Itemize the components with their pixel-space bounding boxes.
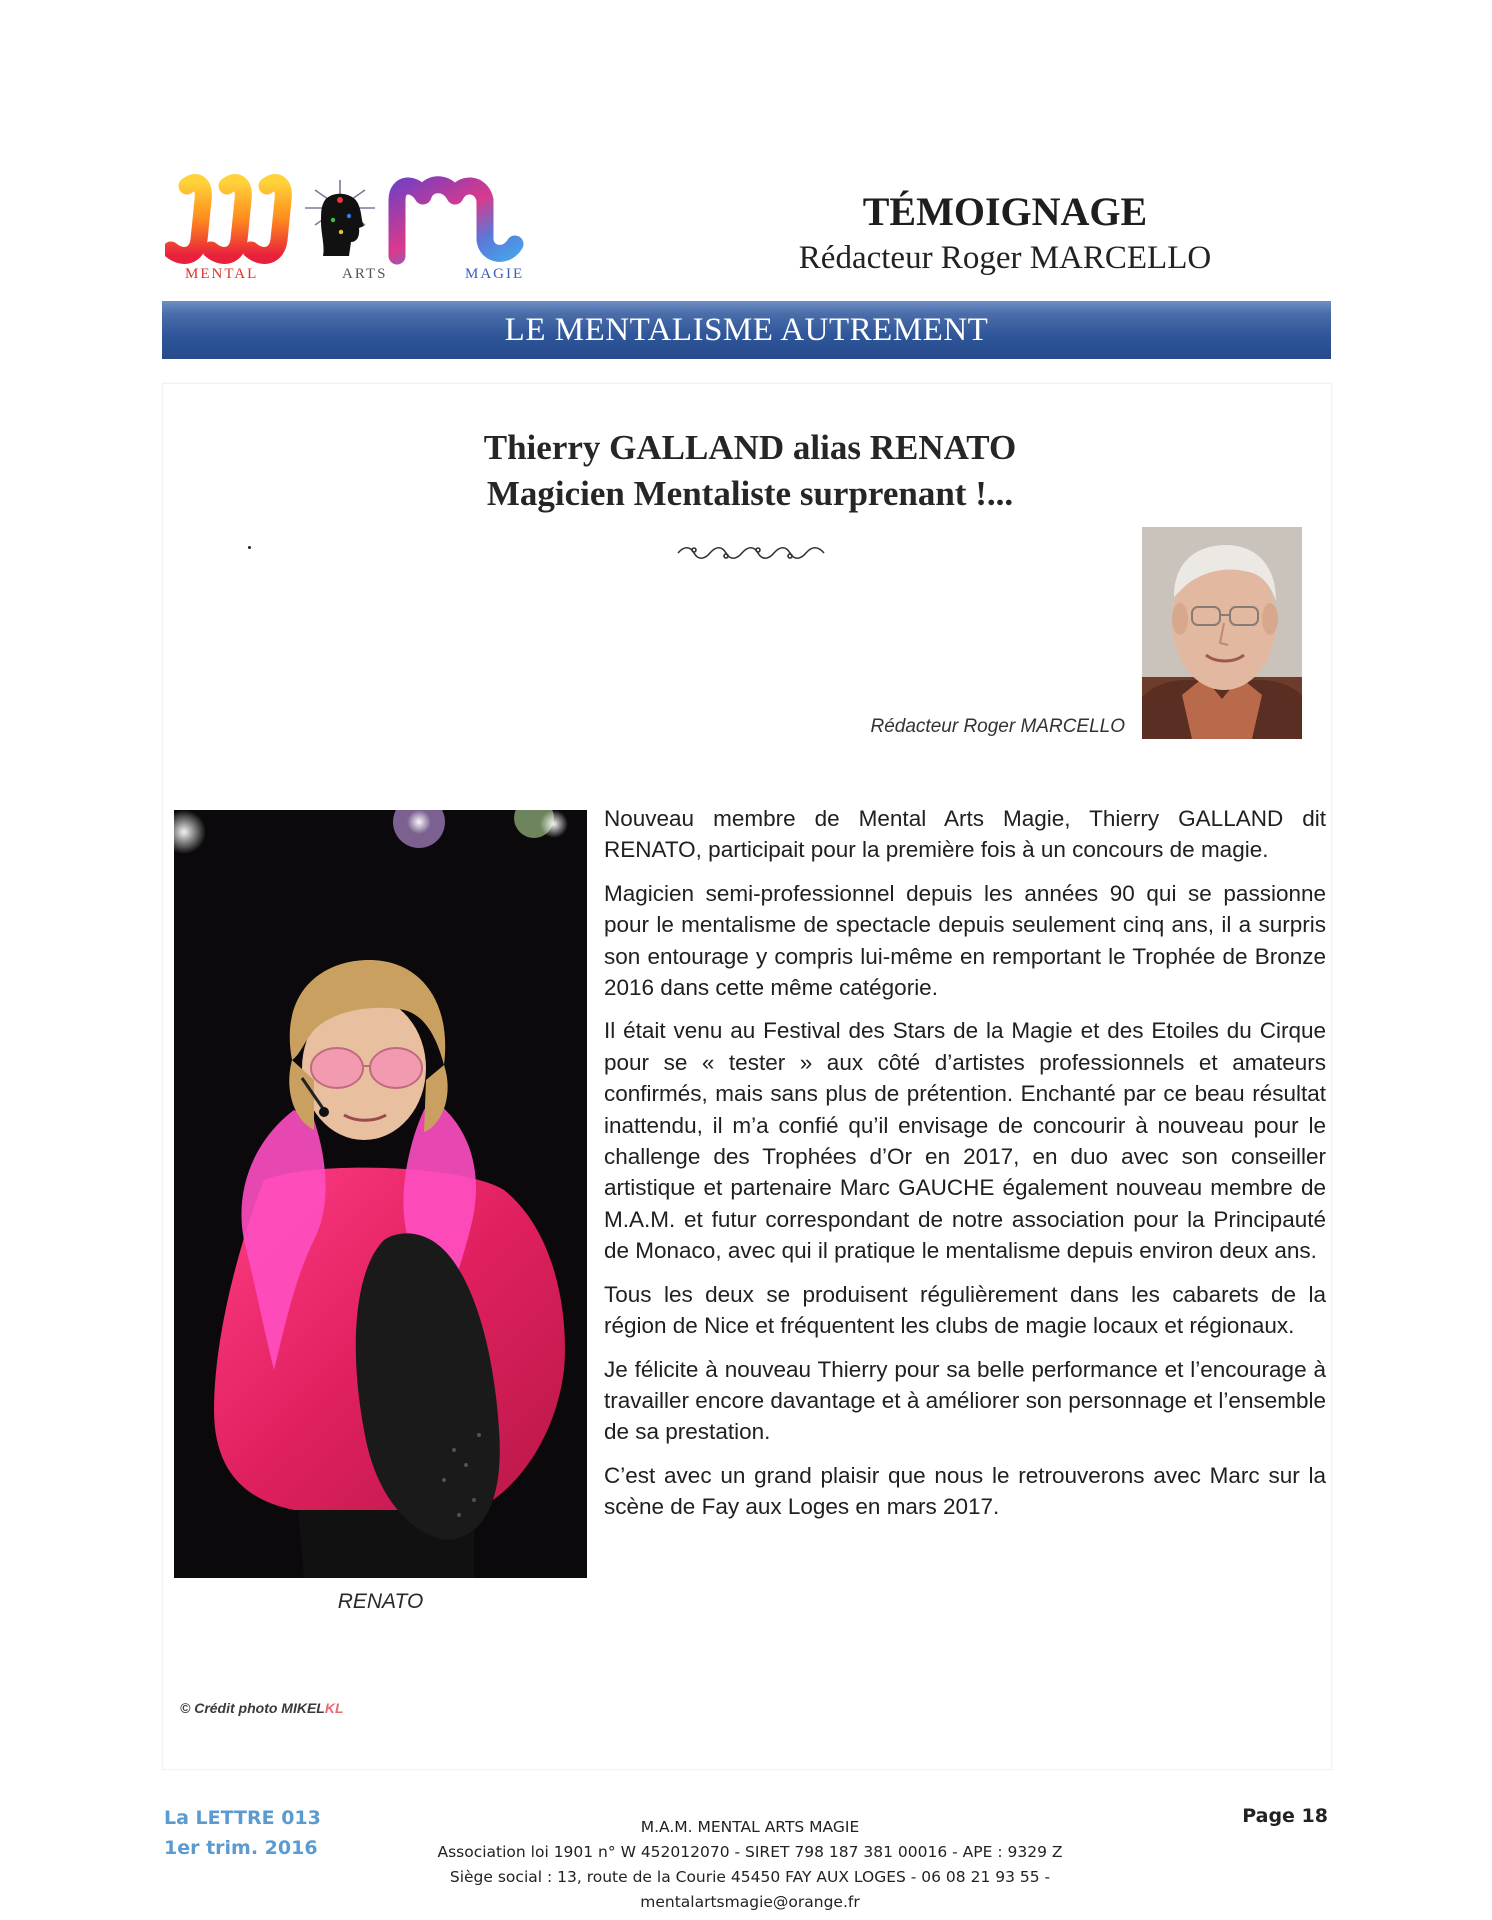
article-body: [604, 803, 1326, 1535]
photo-credit-text: © Crédit photo MIKEL: [180, 1700, 325, 1716]
mam-logo-graphic: [165, 170, 585, 270]
footer-issue: [164, 1803, 321, 1863]
section-title: TÉMOIGNAGE: [862, 189, 1148, 234]
article-paragraph: Tous les deux se produisent régulièrement dans les cabarets de la région de Nice et fréquentent les clubs de magie locaux et régionaux.: [604, 1281, 1326, 1339]
photo-credit: [180, 1700, 344, 1716]
logo-word-mental: MENTAL: [185, 266, 259, 282]
banner-title: LE MENTALISME AUTREMENT: [162, 301, 1331, 359]
article-paragraph: Il était venu au Festival des Stars de la Magie et des Etoiles du Cirque pour se « tester » aux côté d’artistes professionnels et amateurs confirmés, mais sans plus de prétention. Enchanté par ce beau résultat inattendu, il m’a confié qu’il envisage de concourir à nouveau pour le challenge des Trophées d’Or en 2017, en duo avec son conseiller artistique et partenaire Marc GAUCHE également nouveau membre de M.A.M. et futur correspondant de notre association pour la Principauté de Monaco, avec qui il pratique le mentalisme depuis environ deux ans.: [604, 1018, 1326, 1264]
head-silhouette-icon: [305, 180, 375, 256]
page-number: Page 18: [1242, 1805, 1328, 1827]
photo-credit-accent: KL: [324, 1700, 344, 1716]
stray-dot: [248, 546, 251, 549]
renato-photo: [174, 810, 587, 1578]
footer-org-name: M.A.M. MENTAL ARTS MAGIE: [640, 1818, 860, 1836]
footer-org-legal: Association loi 1901 n° W 452012070 - SIRET 798 187 381 00016 - APE : 9329 Z: [437, 1843, 1063, 1861]
article-title-line2: Magicien Mentaliste surprenant !...: [486, 474, 1014, 513]
author-caption: Rédacteur Roger MARCELLO: [870, 716, 1125, 737]
author-portrait: [1142, 527, 1302, 739]
renato-photo-image: [174, 810, 587, 1578]
article-paragraph: C’est avec un grand plaisir que nous le retrouverons avec Marc sur la scène de Fay aux Loges en mars 2017.: [604, 1462, 1326, 1520]
article-title-line1: Thierry GALLAND alias RENATO: [483, 428, 1017, 467]
article-paragraph: Magicien semi-professionnel depuis les années 90 qui se passionne pour le mentalisme de spectacle depuis seulement cinq ans, il a surpris son entourage y compris lui-même en remportant le Trophée de Bronze 2016 dans cette même catégorie.: [604, 880, 1326, 1001]
header-author: Rédacteur Roger MARCELLO: [798, 240, 1212, 276]
footer-org-address: Siège social : 13, route de la Courie 45450 FAY AUX LOGES - 06 08 21 93 55 - mentalartsmagie@orange.fr: [449, 1868, 1051, 1911]
footer-issue-number: La LETTRE 013: [164, 1807, 321, 1829]
author-portrait-image: [1142, 527, 1302, 739]
article-paragraph: Nouveau membre de Mental Arts Magie, Thierry GALLAND dit RENATO, participait pour la première fois à un concours de magie.: [604, 806, 1326, 863]
article-title: [300, 425, 1200, 517]
logo-word-magie: MAGIE: [465, 266, 525, 282]
photo-caption: RENATO: [337, 1590, 424, 1613]
footer-issue-period: 1er trim. 2016: [164, 1837, 318, 1859]
mam-logo: [165, 170, 585, 290]
article-paragraph: Je félicite à nouveau Thierry pour sa belle performance et l’encourage à travailler encore davantage et à améliorer son personnage et l’ensemble de sa prestation.: [604, 1356, 1326, 1445]
logo-word-arts: ARTS: [342, 266, 388, 282]
ornament-divider-icon: [676, 544, 826, 562]
footer-organization: [350, 1815, 1150, 1915]
